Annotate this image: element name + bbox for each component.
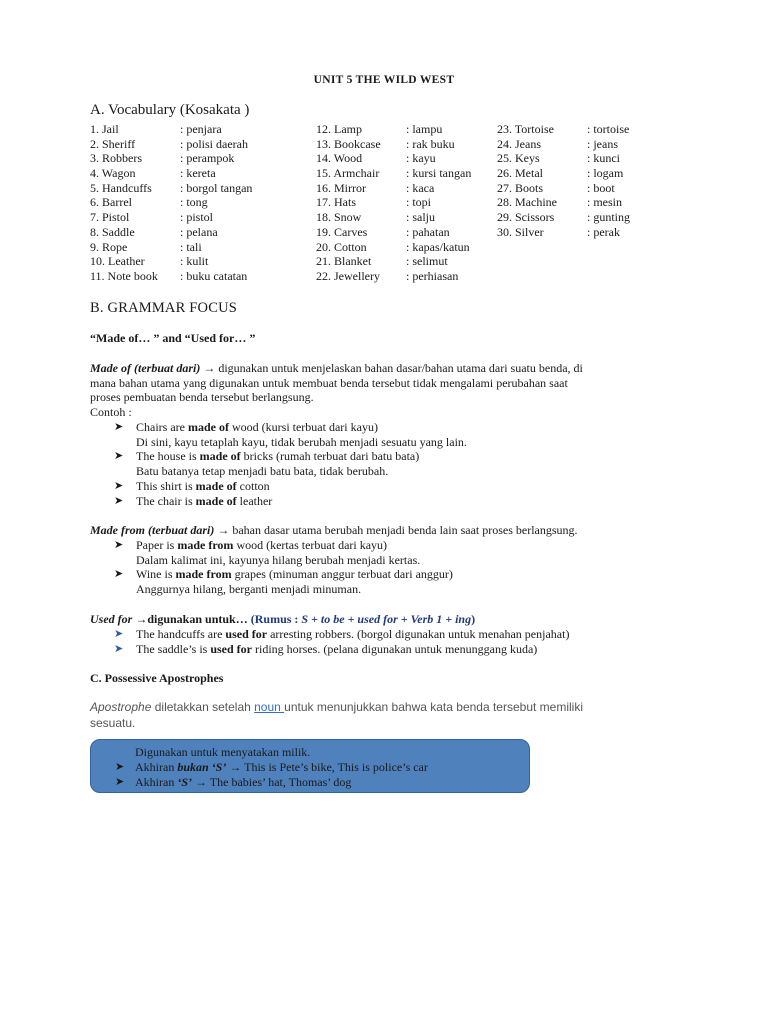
rule-2-pre: Akhiran bbox=[135, 775, 178, 789]
vocab-english: 24. Jeans bbox=[497, 136, 541, 151]
vocab-indonesian: : tong bbox=[180, 195, 208, 210]
vocab-english: 19. Carves bbox=[316, 224, 368, 239]
vocab-row bbox=[497, 166, 630, 181]
vocab-column-3 bbox=[497, 122, 630, 240]
rumus-close: ) bbox=[471, 612, 476, 626]
box-rule-1 bbox=[111, 760, 428, 775]
example-text: The house is bbox=[136, 449, 200, 464]
vocab-english: 7. Pistol bbox=[90, 210, 130, 225]
example-text: bricks (rumah terbuat dari batu bata) bbox=[240, 449, 420, 464]
page-title: UNIT 5 THE WILD WEST bbox=[313, 74, 455, 86]
vocab-row bbox=[90, 269, 252, 284]
vocab-row bbox=[497, 195, 630, 210]
example-note: Dalam kalimat ini, kayunya hilang berubah menjadi kertas. bbox=[136, 552, 421, 567]
example-item bbox=[114, 538, 694, 567]
vocab-indonesian: : kaca bbox=[406, 180, 435, 195]
vocab-row bbox=[316, 166, 471, 181]
vocab-row bbox=[316, 151, 471, 166]
vocab-english: 29. Scissors bbox=[497, 210, 555, 225]
vocab-english: 21. Blanket bbox=[316, 254, 372, 269]
vocab-indonesian: : pelana bbox=[180, 224, 218, 239]
example-text: Paper is bbox=[136, 538, 178, 552]
rule-2-example: → The babies’ hat, Thomas’ dog bbox=[192, 775, 352, 789]
section-c-heading: C. Possessive Apostrophes bbox=[90, 671, 224, 685]
vocab-row bbox=[497, 210, 630, 225]
vocab-english: 12. Lamp bbox=[316, 122, 362, 136]
vocab-row bbox=[90, 181, 252, 196]
example-text: wood (kursi terbuat dari kayu) bbox=[228, 420, 378, 434]
example-keyword: made of bbox=[195, 478, 237, 493]
vocab-row bbox=[90, 122, 252, 137]
vocab-indonesian: : perampok bbox=[180, 151, 235, 166]
vocab-row bbox=[497, 151, 630, 166]
vocab-indonesian: : rak buku bbox=[406, 136, 455, 151]
vocab-english: 25. Keys bbox=[497, 151, 540, 166]
vocab-indonesian: : pahatan bbox=[406, 224, 450, 239]
intro-line2: sesuatu. bbox=[90, 715, 136, 730]
example-item bbox=[114, 627, 694, 642]
vocab-indonesian: : jeans bbox=[587, 136, 618, 151]
bullet-arrow-icon: ➤ bbox=[114, 539, 124, 551]
vocab-indonesian: : polisi daerah bbox=[180, 136, 248, 151]
vocab-row bbox=[90, 151, 252, 166]
vocab-row bbox=[90, 240, 252, 255]
example-keyword: made of bbox=[187, 420, 229, 434]
example-text: cotton bbox=[236, 478, 270, 493]
section-a-heading: A. Vocabulary (Kosakata ) bbox=[90, 102, 250, 118]
intro-rest: untuk menunjukkan bahwa kata benda tersebut memiliki bbox=[284, 700, 583, 714]
bullet-arrow-icon: ➤ bbox=[114, 479, 124, 492]
made-of-examples bbox=[114, 420, 694, 508]
vocab-row bbox=[316, 254, 471, 269]
vocab-indonesian: : kayu bbox=[406, 151, 436, 166]
vocab-english: 17. Hats bbox=[316, 195, 356, 210]
vocab-indonesian: : kereta bbox=[180, 166, 216, 181]
vocab-english: 27. Boots bbox=[497, 180, 544, 195]
made-from-term: Made from (terbuat dari) bbox=[90, 523, 215, 537]
example-note: Anggurnya hilang, berganti menjadi minuman. bbox=[136, 582, 362, 597]
vocab-column-2 bbox=[316, 122, 471, 284]
example-keyword: used for bbox=[225, 627, 268, 641]
bullet-arrow-icon: ➤ bbox=[114, 628, 124, 640]
arrow-icon: → bbox=[203, 361, 216, 375]
vocab-indonesian: : kunci bbox=[587, 151, 620, 166]
vocab-indonesian: : logam bbox=[587, 166, 624, 181]
rule-1-pre: Akhiran bbox=[135, 760, 178, 774]
example-note: Di sini, kayu tetaplah kayu, tidak berubah menjadi sesuatu yang lain. bbox=[136, 434, 467, 449]
vocab-indonesian: : kursi tangan bbox=[406, 166, 472, 181]
vocab-row bbox=[90, 210, 252, 225]
vocab-english: 14. Wood bbox=[316, 151, 363, 166]
rule-2-emphasis: ‘S’ bbox=[177, 775, 192, 789]
example-text: arresting robbers. (borgol digunakan untuk menahan penjahat) bbox=[267, 627, 570, 641]
example-note: Batu batanya tetap menjadi batu bata, tidak berubah. bbox=[136, 464, 389, 479]
bullet-arrow-icon: ➤ bbox=[115, 761, 125, 773]
vocab-row bbox=[90, 166, 252, 181]
rule-1-emphasis: bukan ‘S’ bbox=[177, 760, 227, 774]
used-for-desc: digunakan untuk… bbox=[147, 612, 248, 626]
vocab-english: 1. Jail bbox=[90, 122, 119, 136]
vocab-indonesian: : selimut bbox=[406, 254, 448, 269]
vocab-english: 13. Bookcase bbox=[316, 136, 381, 151]
example-keyword: used for bbox=[210, 641, 252, 656]
vocab-row bbox=[316, 181, 471, 196]
noun-link[interactable]: noun bbox=[254, 700, 285, 714]
example-keyword: made from bbox=[175, 567, 232, 582]
vocab-english: 30. Silver bbox=[497, 224, 544, 239]
used-for-examples bbox=[114, 627, 694, 656]
made-of-line2: mana bahan utama yang digunakan untuk membuat benda tersebut tidak mengalami perubahan saat bbox=[90, 375, 568, 390]
box-intro: Digunakan untuk menyatakan milik. bbox=[135, 745, 311, 759]
vocab-indonesian: : tortoise bbox=[587, 122, 630, 136]
vocab-english: 9. Rope bbox=[90, 239, 128, 254]
example-keyword: made of bbox=[195, 493, 237, 508]
vocab-english: 8. Saddle bbox=[90, 224, 135, 239]
vocab-english: 23. Tortoise bbox=[497, 122, 554, 136]
vocab-indonesian: : kapas/katun bbox=[406, 239, 470, 254]
vocab-english: 22. Jewellery bbox=[316, 268, 380, 283]
vocab-english: 16. Mirror bbox=[316, 180, 366, 195]
made-of-term: Made of (terbuat dari) bbox=[90, 361, 201, 375]
vocab-indonesian: : boot bbox=[587, 180, 615, 195]
example-item bbox=[114, 642, 694, 657]
apostrophe-term: Apostrophe bbox=[90, 700, 152, 714]
vocab-english: 20. Cotton bbox=[316, 239, 367, 254]
bullet-arrow-icon: ➤ bbox=[114, 642, 124, 655]
vocab-row bbox=[497, 137, 630, 152]
vocab-indonesian: : tali bbox=[180, 239, 202, 254]
example-item bbox=[114, 449, 694, 478]
vocab-row bbox=[316, 240, 471, 255]
example-keyword: made from bbox=[177, 538, 234, 552]
vocab-indonesian: : perhiasan bbox=[406, 268, 459, 283]
rule-1-example: → This is Pete’s bike, This is police’s car bbox=[226, 760, 428, 774]
rumus-formula: S + to be + used for + Verb 1 + ing bbox=[301, 612, 472, 626]
made-of-line1: digunakan untuk menjelaskan bahan dasar/bahan utama dari suatu benda, di bbox=[215, 361, 583, 375]
vocab-column-1 bbox=[90, 122, 252, 284]
vocab-row bbox=[497, 225, 630, 240]
example-text: The chair is bbox=[136, 493, 196, 508]
contoh-label: Contoh : bbox=[90, 405, 132, 420]
vocab-english: 26. Metal bbox=[497, 166, 543, 181]
example-text: grapes (minuman anggur terbuat dari anggur) bbox=[231, 567, 453, 582]
vocab-indonesian: : pistol bbox=[180, 210, 214, 225]
example-item bbox=[114, 420, 694, 449]
rumus-label: (Rumus : bbox=[250, 612, 302, 626]
made-of-line3: proses pembuatan benda tersebut berlangsung. bbox=[90, 390, 314, 405]
used-for-paragraph bbox=[90, 612, 678, 627]
vocab-row bbox=[90, 137, 252, 152]
vocab-english: 18. Snow bbox=[316, 210, 362, 225]
vocab-row bbox=[90, 225, 252, 240]
vocab-row bbox=[316, 225, 471, 240]
bullet-arrow-icon: ➤ bbox=[115, 776, 125, 788]
vocab-row bbox=[316, 137, 471, 152]
example-text: riding horses. (pelana digunakan untuk menunggang kuda) bbox=[252, 641, 538, 656]
example-text: The saddle’s is bbox=[136, 641, 211, 656]
vocab-row bbox=[316, 195, 471, 210]
bullet-arrow-icon: ➤ bbox=[114, 494, 124, 507]
made-from-desc: bahan dasar utama berubah menjadi benda lain saat proses berlangsung. bbox=[229, 523, 578, 537]
vocab-indonesian: : kulit bbox=[180, 254, 209, 269]
example-item bbox=[114, 567, 694, 596]
vocab-indonesian: : gunting bbox=[587, 210, 631, 225]
bullet-arrow-icon: ➤ bbox=[114, 568, 124, 581]
vocab-row bbox=[316, 269, 471, 284]
example-keyword: made of bbox=[199, 449, 241, 464]
vocab-english: 4. Wagon bbox=[90, 166, 136, 181]
vocab-indonesian: : penjara bbox=[180, 122, 222, 136]
example-item bbox=[114, 494, 694, 509]
example-item bbox=[114, 479, 694, 494]
vocab-indonesian: : buku catatan bbox=[180, 268, 248, 283]
vocab-english: 28. Machine bbox=[497, 195, 557, 210]
vocab-row bbox=[497, 122, 630, 137]
vocab-indonesian: : salju bbox=[406, 210, 435, 225]
example-text: wood (kertas terbuat dari kayu) bbox=[233, 538, 388, 552]
bullet-arrow-icon: ➤ bbox=[114, 421, 124, 433]
example-text: Chairs are bbox=[136, 420, 188, 434]
vocab-english: 11. Note book bbox=[90, 268, 158, 283]
vocab-indonesian: : lampu bbox=[406, 122, 443, 136]
possessive-rule-box bbox=[90, 739, 530, 793]
bullet-arrow-icon: ➤ bbox=[114, 450, 124, 463]
vocab-english: 15. Armchair bbox=[316, 166, 380, 181]
example-text: This shirt is bbox=[136, 478, 196, 493]
arrow-icon: → bbox=[217, 523, 230, 537]
vocab-row bbox=[90, 195, 252, 210]
used-for-term: Used for bbox=[90, 612, 133, 626]
vocab-row bbox=[316, 122, 471, 137]
vocab-indonesian: : borgol tangan bbox=[180, 180, 253, 195]
vocab-english: 6. Barrel bbox=[90, 195, 132, 210]
vocab-indonesian: : perak bbox=[587, 224, 620, 239]
vocab-row bbox=[316, 210, 471, 225]
vocab-row bbox=[497, 181, 630, 196]
made-from-paragraph bbox=[90, 523, 678, 538]
apostrophe-intro bbox=[90, 700, 678, 731]
vocab-english: 2. Sheriff bbox=[90, 136, 136, 151]
section-b-heading: B. GRAMMAR FOCUS bbox=[90, 300, 238, 316]
vocab-indonesian: : topi bbox=[406, 195, 432, 210]
example-text: The handcuffs are bbox=[136, 627, 226, 641]
vocab-row bbox=[90, 254, 252, 269]
vocab-english: 5. Handcuffs bbox=[90, 180, 152, 195]
vocab-indonesian: : mesin bbox=[587, 195, 622, 210]
box-rule-2 bbox=[111, 775, 428, 790]
made-of-paragraph bbox=[90, 361, 678, 420]
intro-mid: diletakkan setelah bbox=[151, 700, 255, 714]
grammar-subheading: “Made of… ” and “Used for… ” bbox=[90, 331, 256, 345]
vocab-english: 10. Leather bbox=[90, 254, 145, 269]
made-from-examples bbox=[114, 538, 694, 597]
example-text: Wine is bbox=[136, 567, 176, 582]
example-text: leather bbox=[236, 493, 273, 508]
arrow-icon: → bbox=[135, 612, 148, 626]
vocab-english: 3. Robbers bbox=[90, 151, 142, 166]
